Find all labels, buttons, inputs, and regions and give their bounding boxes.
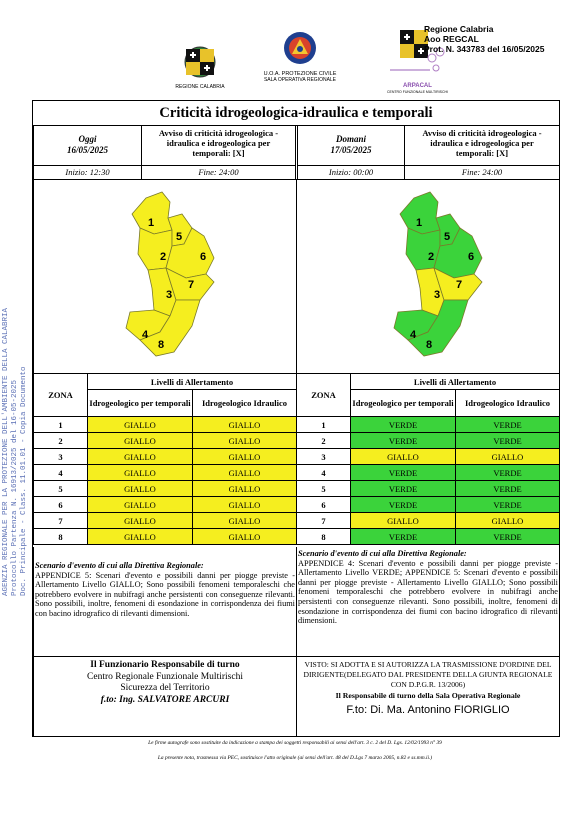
map-zone-label: 1 <box>416 217 423 229</box>
today-label: Oggi <box>78 134 97 144</box>
map-zone-label: 1 <box>148 217 155 229</box>
zone-number: 5 <box>297 481 351 497</box>
level-temporali: VERDE <box>351 465 456 481</box>
protocol-line2: Aoo REGCAL <box>424 34 479 44</box>
level-temporali: GIALLO <box>88 497 193 513</box>
level-idraulico: VERDE <box>456 417 560 433</box>
level-idraulico: VERDE <box>456 465 560 481</box>
sig-right-line1: VISTO: SI ADOTTA E SI AUTORIZZA LA TRASMISSIONE D'ORDINE DEL DIRIGENTE(DELEGATO DAL PRESIDENTE DELLA GIUNTA REGIONALE CON D.P.G.R. 13/2006) <box>303 660 553 689</box>
today-zone-rows <box>34 417 297 545</box>
level-idraulico: VERDE <box>456 433 560 449</box>
level-idraulico: GIALLO <box>193 513 297 529</box>
zone-number: 7 <box>34 513 88 529</box>
level-temporali: VERDE <box>351 497 456 513</box>
zone-row <box>297 449 560 465</box>
tomorrow-zone-rows <box>297 417 560 545</box>
level-idraulico: GIALLO <box>193 433 297 449</box>
level-temporali: GIALLO <box>351 449 456 465</box>
livelli-header: Livelli di Allertamento <box>88 374 297 390</box>
zone-row <box>297 465 560 481</box>
arpacal-sublabel: CENTRO FUNZIONALE MULTIRISCHI <box>387 90 448 94</box>
level-idraulico: GIALLO <box>456 513 560 529</box>
zone-row <box>297 417 560 433</box>
zone-number: 4 <box>34 465 88 481</box>
sig-left-line3: Sicurezza del Territorio <box>120 683 210 693</box>
zona-header: ZONA <box>297 374 351 417</box>
tomorrow-label: Domani <box>335 134 366 144</box>
sig-left-line2: Centro Regionale Funzionale Multirischi <box>87 671 243 682</box>
regione-calabria-logo <box>170 45 230 90</box>
today-zone-table <box>33 373 297 545</box>
tomorrow-zone-table <box>296 373 560 545</box>
zone-row <box>297 529 560 545</box>
level-temporali: GIALLO <box>88 417 193 433</box>
level-temporali: GIALLO <box>88 465 193 481</box>
arpacal-label: ARPACAL <box>403 83 432 89</box>
bulletin-title: Criticità idrogeologica-idraulica e temporali <box>33 101 559 126</box>
level-idraulico: GIALLO <box>456 449 560 465</box>
map-zone-label: 8 <box>158 339 165 351</box>
map-zone-label: 3 <box>166 289 173 301</box>
scenario-tomorrow-text: APPENDICE 4: Scenari d'evento e possibili danni per piogge previste - Allertamento Livello VERDE; APPENDICE 5: Scenari d'evento e possibili danni per piogge previste - Allertamento Livello GIALLO; Sono possibili fenomeni temporaleschi che potrebbero evolvere in nubifragi anche persistenti con conseguenze rilevanti. Sono possibili, inoltre, fenomeni di esondazione in corrispondenza dei fiumi con bacino idrografico di rilevanti dimensioni. <box>298 558 558 626</box>
level-temporali: GIALLO <box>88 513 193 529</box>
map-zone-label: 2 <box>428 251 435 263</box>
signature-left-cell <box>33 656 297 737</box>
protezione-civile-emblem <box>250 30 350 66</box>
zone-row <box>34 513 297 529</box>
zone-row <box>34 417 297 433</box>
footnote-1: Le firme autografe sono sostituite da indicazione a stampa dei soggetti responsabili ai sensi dell'art. 3 c. 2 del D. Lgs. 12/02/1993 n° 39 <box>148 740 442 746</box>
level-temporali: GIALLO <box>88 481 193 497</box>
map-zone-label: 6 <box>200 251 207 263</box>
protocol-block <box>424 24 574 54</box>
today-date: 16/05/2025 <box>66 145 108 155</box>
zone-number: 3 <box>297 449 351 465</box>
level-temporali: GIALLO <box>88 433 193 449</box>
scenario-today <box>35 561 295 619</box>
level-idraulico: GIALLO <box>193 497 297 513</box>
level-temporali: VERDE <box>351 417 456 433</box>
tomorrow-avviso: Avviso di criticità idrogeologica - idraulica e idrogeologica per temporali: [X] <box>422 128 542 158</box>
tomorrow-avviso-cell <box>404 125 560 166</box>
regione-calabria-label: REGIONE CALABRIA <box>175 84 225 90</box>
regione-calabria-emblem <box>170 45 230 79</box>
zone-row <box>34 465 297 481</box>
today-map <box>118 188 228 368</box>
map-zone-label: 5 <box>176 231 183 243</box>
level-temporali: GIALLO <box>88 529 193 545</box>
tomorrow-date: 17/05/2025 <box>330 145 372 155</box>
map-zone-label: 8 <box>426 339 433 351</box>
today-avviso-cell <box>141 125 296 166</box>
level-idraulico: GIALLO <box>193 529 297 545</box>
scenario-tomorrow-title: Scenario d'evento di cui alla Direttiva Regionale: <box>298 549 467 558</box>
zone-number: 7 <box>297 513 351 529</box>
sig-left-line1: Il Funzionario Responsabile di turno <box>90 660 240 670</box>
protezione-civile-logo <box>250 30 350 86</box>
zone-number: 6 <box>297 497 351 513</box>
zone-number: 2 <box>34 433 88 449</box>
today-avviso: Avviso di criticità idrogeologica - idraulica e idrogeologica per temporali: [X] <box>158 128 279 158</box>
level-temporali: GIALLO <box>88 449 193 465</box>
side-stamp <box>2 308 29 596</box>
tomorrow-inizio: Inizio: 00:00 <box>297 165 405 180</box>
zone-number: 4 <box>297 465 351 481</box>
level-temporali: VERDE <box>351 481 456 497</box>
zone-row <box>34 497 297 513</box>
col-temporali-header: Idrogeologico per temporali <box>351 390 456 417</box>
scenario-today-title: Scenario d'evento di cui alla Direttiva Regionale: <box>35 561 204 570</box>
sig-left-line4: f.to: Ing. SALVATORE ARCURI <box>100 694 230 705</box>
zone-row <box>34 529 297 545</box>
map-zone-label: 4 <box>410 329 417 341</box>
sig-right-line2: Il Responsabile di turno della Sala Operativa Regionale <box>335 691 521 700</box>
protezione-civile-line2: SALA OPERATIVA REGIONALE <box>263 77 337 83</box>
level-idraulico: GIALLO <box>193 465 297 481</box>
level-idraulico: VERDE <box>456 481 560 497</box>
scenario-tomorrow <box>298 549 558 626</box>
scenario-today-text: APPENDICE 5: Scenari d'evento e possibili danni per piogge previste - Allertamento Livello GIALLO; Sono possibili fenomeni temporaleschi che potrebbero evolvere in nubifragi anche persistenti con conseguenze rilevanti. Sono possibili, inoltre, fenomeni di esondazione in corrispondenza dei fiumi con bacino idrografico di rilevanti dimensioni. <box>35 570 295 618</box>
zone-row <box>34 449 297 465</box>
map-zone-label: 7 <box>456 279 463 291</box>
zone-number: 8 <box>34 529 88 545</box>
today-inizio: Inizio: 12:30 <box>33 165 142 180</box>
livelli-header: Livelli di Allertamento <box>351 374 560 390</box>
map-zone-label: 2 <box>160 251 167 263</box>
col-idraulico-header: Idrogeologico Idraulico <box>193 390 297 417</box>
col-temporali-header: Idrogeologico per temporali <box>88 390 193 417</box>
side-stamp-line1: AGENZIA REGIONALE PER LA PROTEZIONE DELL'AMBIENTE DELLA CALABRIA <box>2 307 10 596</box>
footnote-2: La presente nota, trasmessa via PEC, sostituisce l'atto originale (ai sensi dell'art. 48 del D.Lgs 7 marzo 2005, n.82 e ss.mm.ii.) <box>157 755 433 761</box>
level-idraulico: VERDE <box>456 497 560 513</box>
protocol-line1: Regione Calabria <box>424 24 494 34</box>
today-fine: Fine: 24:00 <box>141 165 296 180</box>
map-zone-label: 4 <box>142 329 149 341</box>
zone-number: 6 <box>34 497 88 513</box>
map-zone-label: 5 <box>444 231 451 243</box>
protezione-civile-line1: U.O.A. PROTEZIONE CIVILE <box>263 71 337 77</box>
level-temporali: GIALLO <box>351 513 456 529</box>
level-temporali: VERDE <box>351 433 456 449</box>
zone-number: 3 <box>34 449 88 465</box>
zone-number: 1 <box>34 417 88 433</box>
map-zone-label: 7 <box>188 279 195 291</box>
sig-right-line3: F.to: Di. Ma. Antonino FIORIGLIO <box>346 704 510 716</box>
side-stamp-line3: Doc. Principale - Class. 11.01.01 - Copia Documento <box>20 366 28 596</box>
zone-row <box>34 481 297 497</box>
today-date-cell <box>33 125 142 166</box>
zone-row <box>34 433 297 449</box>
zone-number: 5 <box>34 481 88 497</box>
protocol-line3: Prot. N. 343783 del 16/05/2025 <box>424 44 545 54</box>
map-zone-label: 3 <box>434 289 441 301</box>
level-idraulico: GIALLO <box>193 417 297 433</box>
level-idraulico: GIALLO <box>193 481 297 497</box>
level-idraulico: GIALLO <box>193 449 297 465</box>
tomorrow-date-cell <box>297 125 405 166</box>
zone-number: 2 <box>297 433 351 449</box>
zone-row <box>297 433 560 449</box>
zone-number: 1 <box>297 417 351 433</box>
col-idraulico-header: Idrogeologico Idraulico <box>456 390 560 417</box>
level-idraulico: VERDE <box>456 529 560 545</box>
tomorrow-fine: Fine: 24:00 <box>404 165 560 180</box>
tomorrow-map <box>386 188 496 368</box>
signature-right-cell <box>296 656 560 737</box>
map-zone-label: 6 <box>468 251 475 263</box>
zone-row <box>297 481 560 497</box>
level-temporali: VERDE <box>351 529 456 545</box>
zone-row <box>297 513 560 529</box>
zone-row <box>297 497 560 513</box>
zona-header: ZONA <box>34 374 88 417</box>
side-stamp-line2: Protocollo Partenza N. 16913/2025 del 16-05-2025 <box>11 379 19 596</box>
zone-number: 8 <box>297 529 351 545</box>
